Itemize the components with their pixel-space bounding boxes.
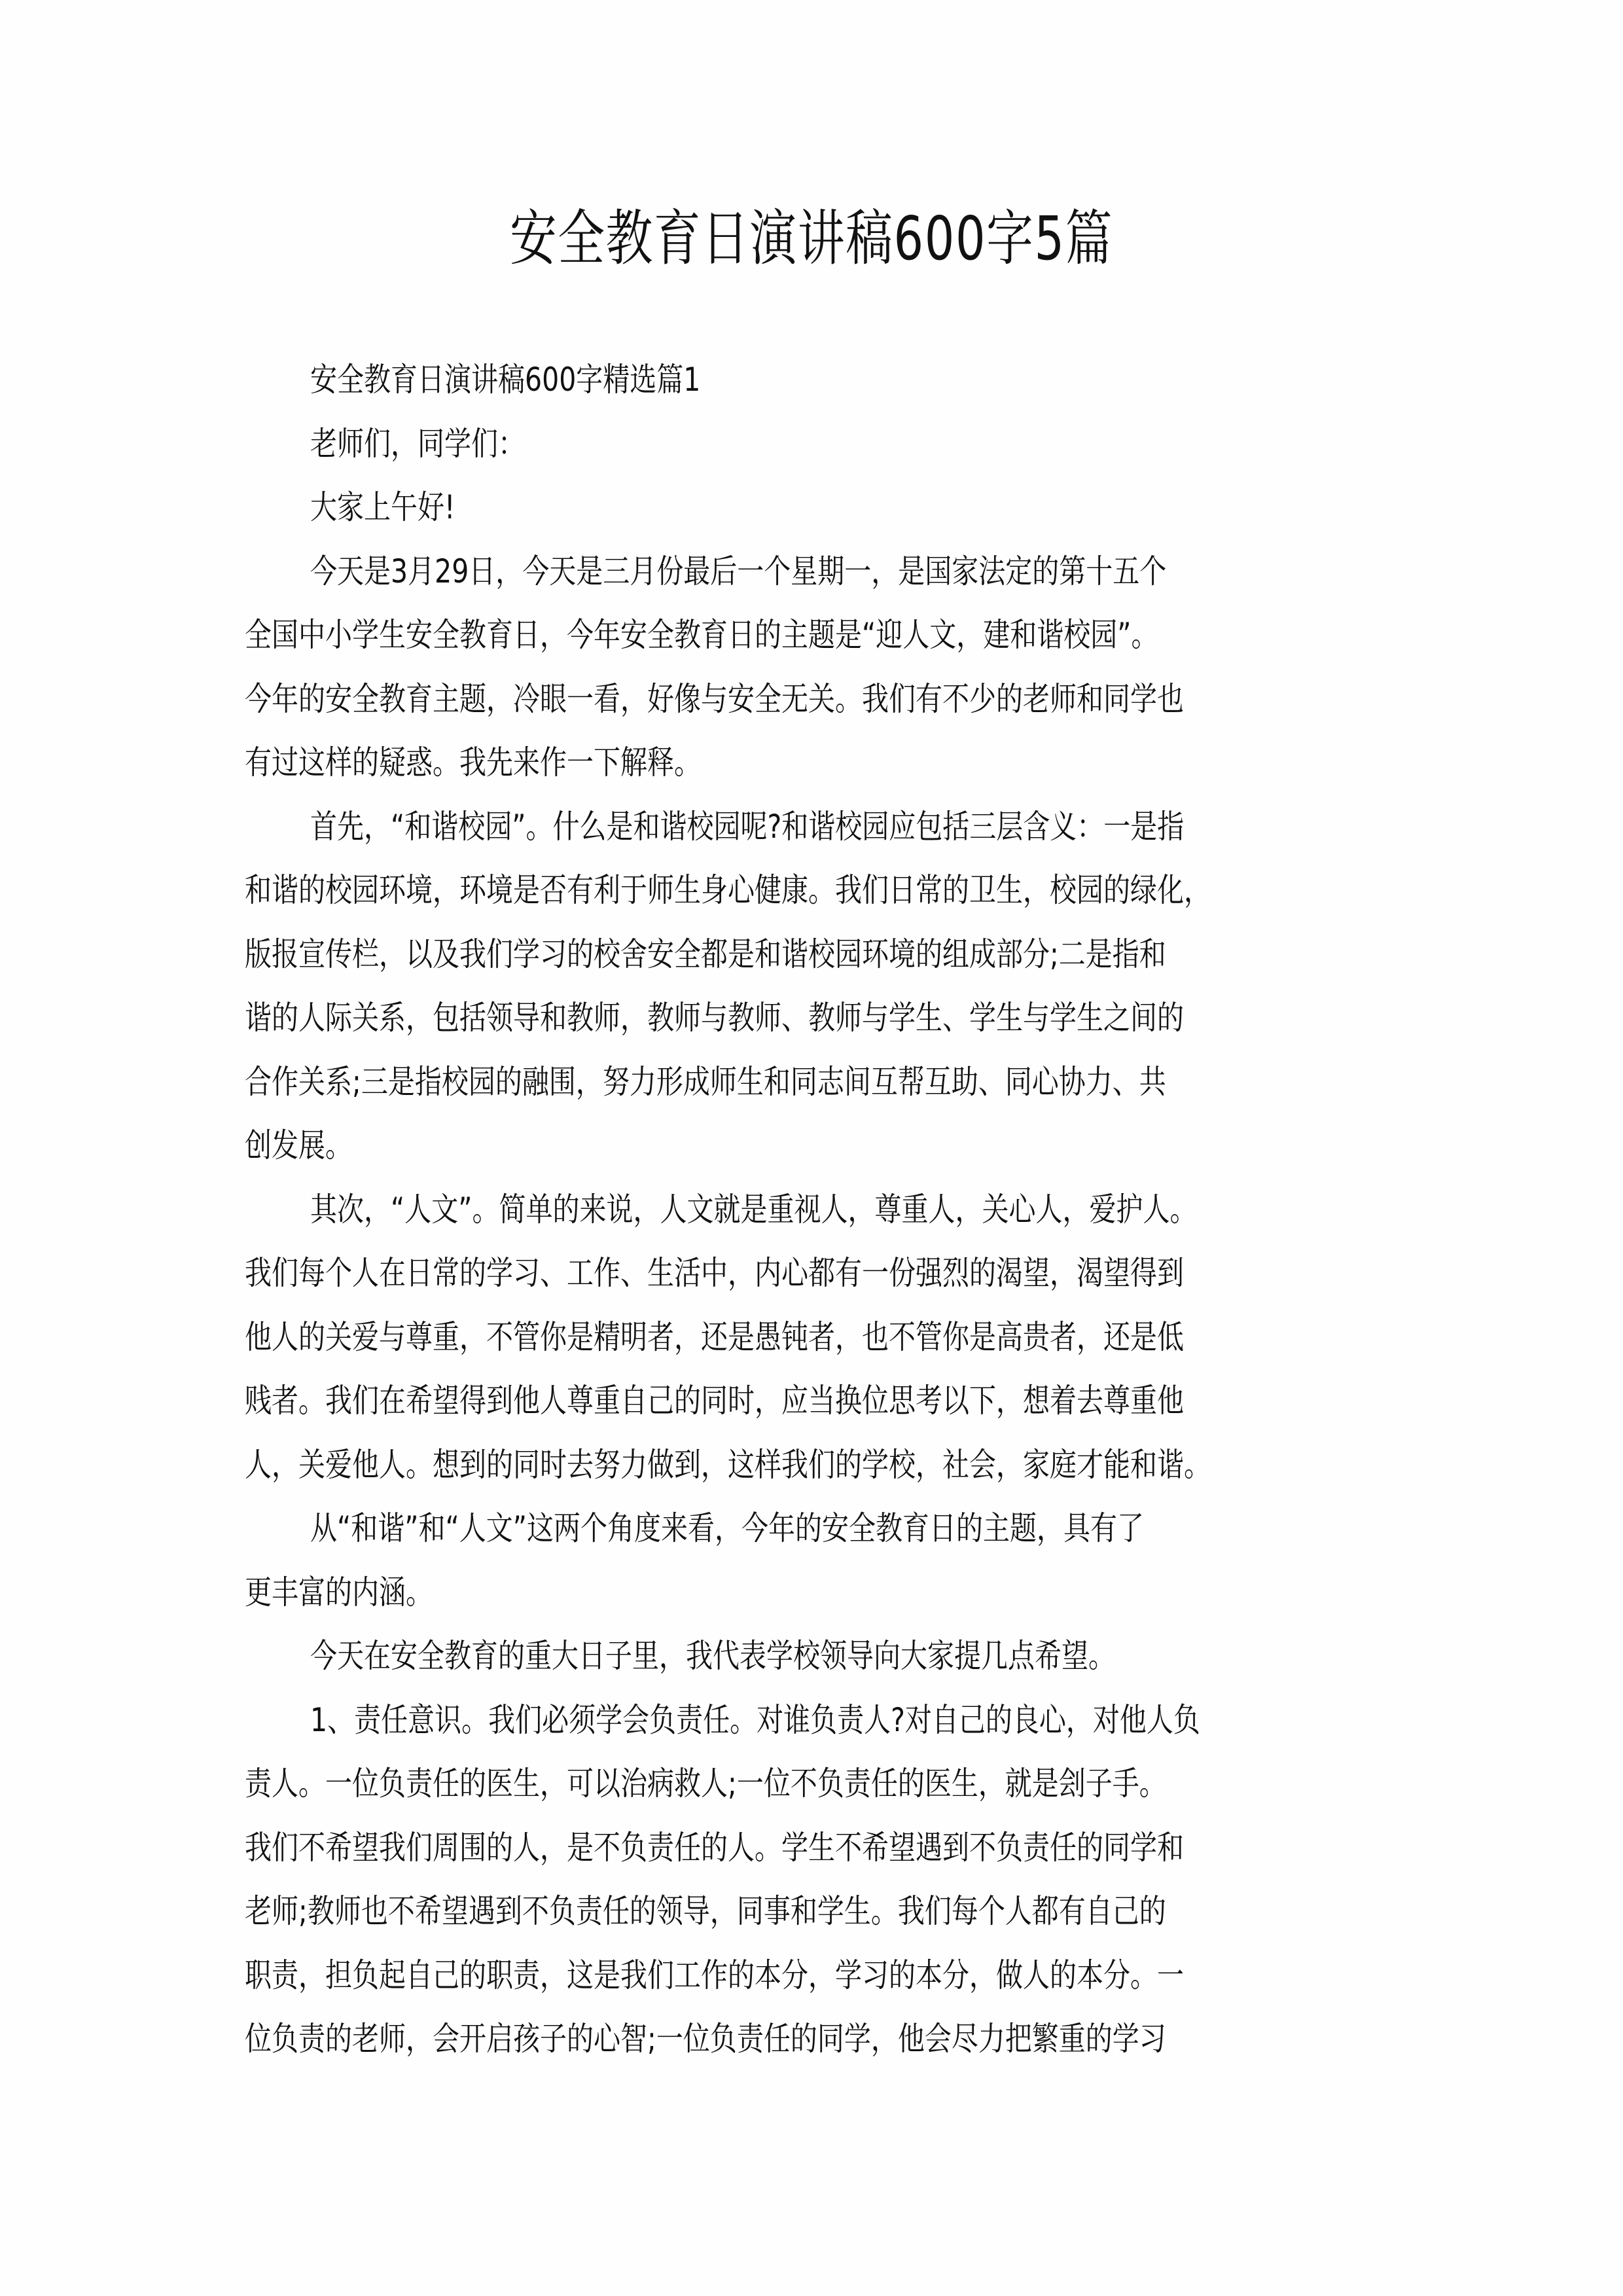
paragraph-line: 1、责任意识。我们必须学会负责任。对谁负责人?对自己的良心，对他人负 xyxy=(310,1700,1200,1739)
paragraph-line: 从“和谐”和“人文”这两个角度来看，今年的安全教育日的主题，具有了 xyxy=(310,1509,1145,1547)
paragraph-line: 我们不希望我们周围的人，是不负责任的人。学生不希望遇到不负责任的同学和 xyxy=(245,1828,1184,1867)
paragraph-line: 有过这样的疑惑。我先来作一下解释。 xyxy=(245,744,701,781)
paragraph-line: 合作关系;三是指校园的融围，努力形成师生和同志间互帮互助、同心协力、共 xyxy=(245,1062,1166,1101)
paragraph-line: 全国中小学生安全教育日，今年安全教育日的主题是“迎人文，建和谐校园”。 xyxy=(245,616,1158,654)
section-heading: 安全教育日演讲稿600字精选篇1 xyxy=(310,361,701,399)
paragraph-line: 版报宣传栏，以及我们学习的校舍安全都是和谐校园环境的组成部分;二是指和 xyxy=(245,935,1166,973)
paragraph-line: 和谐的校园环境，环境是否有利于师生身心健康。我们日常的卫生，校园的绿化， xyxy=(245,871,1211,909)
paragraph-line: 今天在安全教育的重大日子里，我代表学校领导向大家提几点希望。 xyxy=(310,1637,1116,1675)
paragraph-line: 更丰富的内涵。 xyxy=(245,1573,433,1611)
paragraph-line: 贱者。我们在希望得到他人尊重自己的同时，应当换位思考以下，想着去尊重他 xyxy=(245,1382,1184,1420)
document-body xyxy=(245,348,1383,2072)
paragraph-line: 我们每个人在日常的学习、工作、生活中，内心都有一份强烈的渴望，渴望得到 xyxy=(245,1254,1184,1292)
paragraph-line: 创发展。 xyxy=(245,1126,352,1164)
paragraph-line: 职责，担负起自己的职责，这是我们工作的本分，学习的本分，做人的本分。一 xyxy=(245,1956,1184,1994)
paragraph-line: 今年的安全教育主题，冷眼一看，好像与安全无关。我们有不少的老师和同学也 xyxy=(245,679,1184,718)
paragraph-line: 谐的人际关系，包括领导和教师，教师与教师、教师与学生、学生与学生之间的 xyxy=(245,999,1184,1037)
paragraph-line: 老师;教师也不希望遇到不负责任的领导，同事和学生。我们每个人都有自己的 xyxy=(245,1892,1166,1930)
greeting: 大家上午好! xyxy=(310,488,455,526)
paragraph-line: 责人。一位负责任的医生，可以治病救人;一位不负责任的医生，就是刽子手。 xyxy=(245,1765,1166,1803)
paragraph-line: 人，关爱他人。想到的同时去努力做到，这样我们的学校，社会，家庭才能和谐。 xyxy=(245,1445,1211,1484)
salutation: 老师们，同学们： xyxy=(310,424,526,463)
paragraph-line: 其次，“人文”。简单的来说，人文就是重视人，尊重人，关心人，爱护人。 xyxy=(310,1190,1197,1229)
paragraph-line: 首先，“和谐校园”。什么是和谐校园呢?和谐校园应包括三层含义：一是指 xyxy=(310,807,1185,846)
paragraph-line: 他人的关爱与尊重，不管你是精明者，还是愚钝者，也不管你是高贵者，还是低 xyxy=(245,1318,1184,1356)
paragraph-line: 今天是3月29日，今天是三月份最后一个星期一，是国家法定的第十五个 xyxy=(310,552,1167,590)
paragraph-line: 位负责的老师，会开启孩子的心智;一位负责任的同学，他会尽力把繁重的学习 xyxy=(245,2020,1166,2058)
document-title: 安全教育日演讲稿600字5篇 xyxy=(509,204,1114,274)
